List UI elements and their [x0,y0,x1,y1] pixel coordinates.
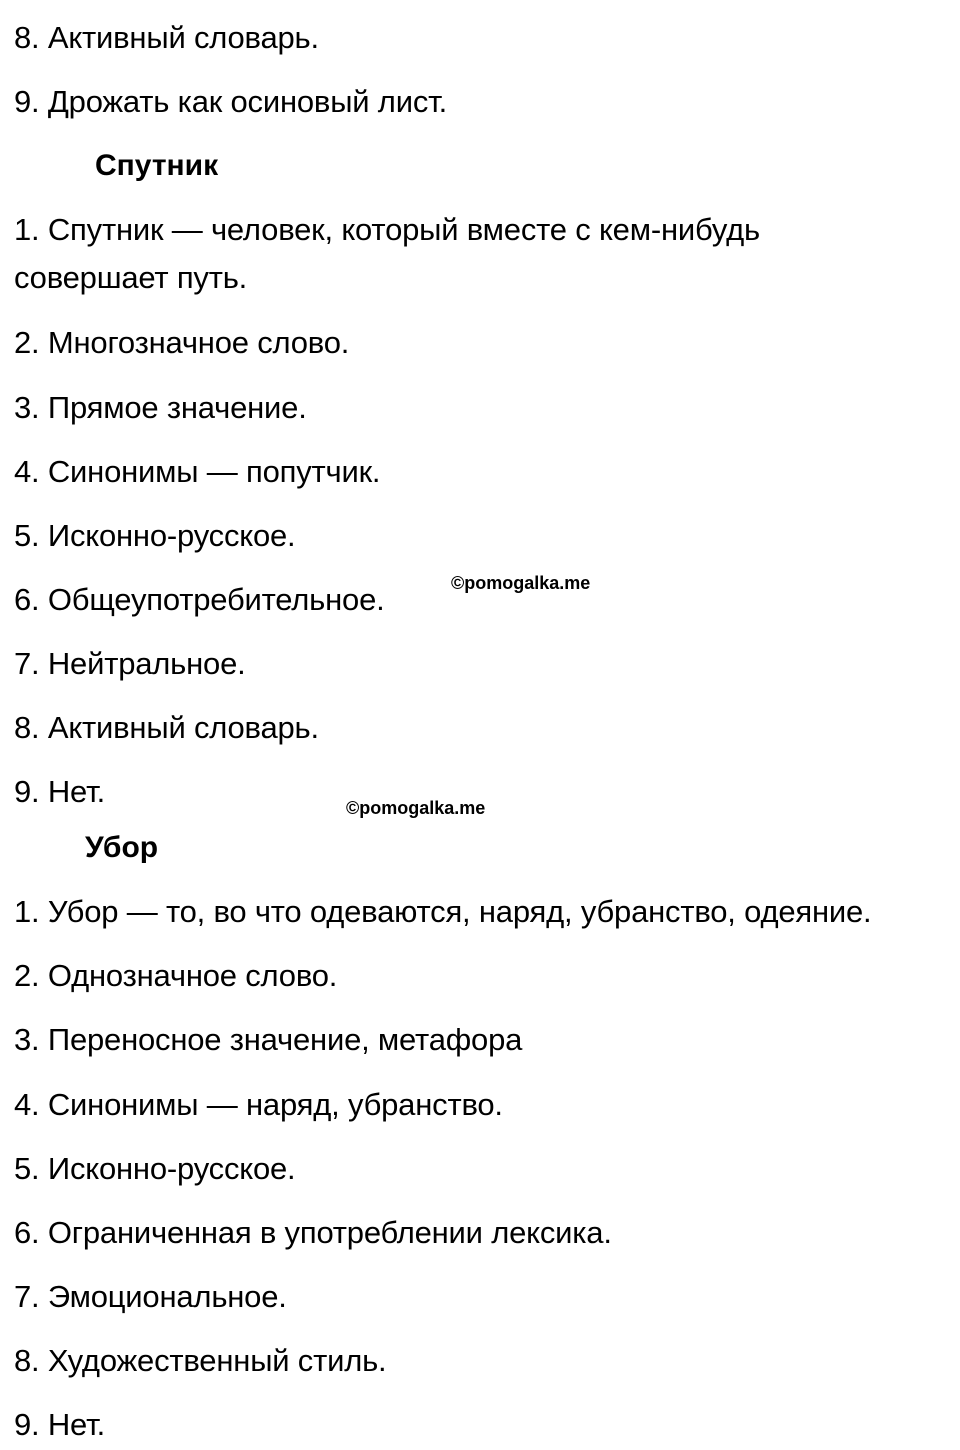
list-item: 4. Синонимы — наряд, убранство. [14,1087,503,1122]
list-item: 5. Исконно-русское. [14,518,296,553]
list-item: 4. Синонимы — попутчик. [14,454,381,489]
list-item: 9. Нет. [14,1407,106,1442]
list-item: 1. Убор — то, во что одеваются, наряд, убранство, одеяние. [14,894,872,929]
list-item: 3. Переносное значение, метафора [14,1022,523,1057]
watermark: ©pomogalka.me [346,798,486,818]
section-heading-sputnik: Спутник [95,149,219,182]
list-item: 1. Спутник — человек, который вместе с кем-нибудь совершает путь. [14,212,760,295]
list-item: 2. Многозначное слово. [14,325,350,360]
list-item: 3. Прямое значение. [14,390,307,425]
list-item: 8. Активный словарь. [14,20,319,55]
list-item: 7. Нейтральное. [14,646,246,681]
section-heading-ubor: Убор [85,831,159,864]
list-item: 6. Ограниченная в употреблении лексика. [14,1215,612,1250]
list-item: 9. Дрожать как осиновый лист. [14,84,448,119]
list-item: 5. Исконно-русское. [14,1151,296,1186]
list-item: 2. Однозначное слово. [14,958,338,993]
watermark: ©pomogalka.me [451,573,591,593]
list-item: 7. Эмоциональное. [14,1279,287,1314]
list-item: 6. Общеупотребительное. [14,582,385,617]
list-item: 8. Активный словарь. [14,710,319,745]
list-item: 8. Художественный стиль. [14,1343,387,1378]
list-item: 9. Нет. [14,774,106,809]
